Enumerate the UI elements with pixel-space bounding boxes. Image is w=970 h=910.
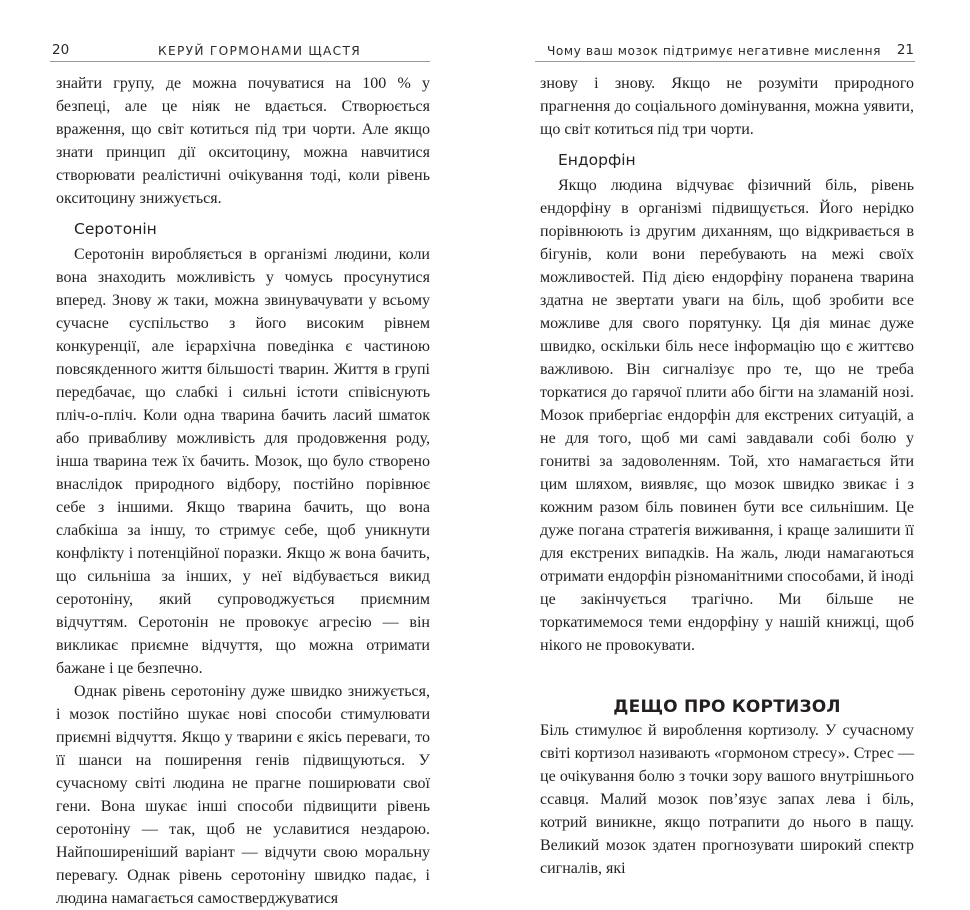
- right-running-head: Чому ваш мозок підтримує негативне мислення: [546, 44, 881, 58]
- right-paragraph-1: знову і знову. Якщо не розуміти природного прагнення до соціального домінування, можна уявити, що світ котиться під три чорти.: [540, 75, 914, 138]
- right-paragraph-2: Якщо людина відчуває фізичний біль, рівень ендорфіну в організмі підвищується. Його нерідко порівнюють із другим диханням, що відкривається в бігунів, коли вони перебувають на межі своїх можливостей. Під дією ендорфіну поранена тварина здатна не звертати уваги на біль, щоб зробити все можливе для свого порятунку. Ця дія минає дуже швидко, оскільки біль несе інформацію що є життєво важливою. Він сигналізує про те, що не треба торкатися до гарячої плити або бігти на зламаній нозі. Мозок прибергіає ендорфін для екстрених ситуацій, а не для того, щоб ми самі завдавали собі болю у гонитві за задоволенням. Той, хто намагається йти цим шляхом, виявляє, що мозок швидко звикає і з кожним разом біль повинен бути все сильнішим. Це дуже погана стратегія виживання, і краще залишити її для екстрених випадків. На жаль, люди намагаються отримати ендорфін різноманітними способами, й іноді це закінчується трагічно. Ми більше не торкатимемося теми ендорфіну у нашій книжці, щоб нікого не провокувати.: [540, 177, 914, 654]
- right-page-number: 21: [896, 42, 914, 58]
- right-page-body: [540, 72, 914, 880]
- left-paragraph-1: знайти групу, де можна почуватися на 100 % у безпеці, але це ніяк не вдається. Створюється враження, що світ котиться під три чорти. Але якщо знати принцип дії окситоцину, можна навчитися створювати реалістичні очікування тоді, коли рівень окситоцину знижується.: [56, 75, 430, 207]
- left-page-header: [50, 41, 430, 62]
- right-page: [485, 0, 970, 877]
- heading-endorphin: Ендорфін: [558, 151, 636, 169]
- right-paragraph-3: Біль стимулює й вироблення кортизолу. У сучасному світі кортизол називають «гормоном стресу». Стрес — це очікування болю з точки зору вашого внутрішнього ссавця. Малий мозок пов’язує запах лева і біль, котрий виникне, якщо потрапити до нього в пащу. Великий мозок здатен прогнозувати широкий спектр сигналів, які: [540, 722, 914, 877]
- left-page-number: 20: [52, 42, 70, 58]
- right-page-header: [535, 41, 915, 62]
- heading-serotonin: Серотонін: [74, 220, 157, 238]
- left-paragraph-2: Серотонін виробляється в організмі людини, коли вона знаходить можливість у чомусь просунутися вперед. Знову ж таки, можна звинувачувати у всьому сучасне суспільство з його високим рівнем конкуренції, але ієрархічна поведінка є частиною повсякденного життя більшості тварин. Життя в групі передбачає, що слабкі і сильні істоти співіснують пліч-о-пліч. Коли одна тварина бачить ласий шматок або привабливу можливість для продовження роду, інша тварина теж їх бачить. Мозок, що було створено внаслідок природного відбору, постійно порівнює себе з іншими. Якщо тварина бачить, що вона слабкіша за іншу, то стримує себе, щоб уникнути конфлікту і потенційної поразки. Якщо ж вона бачить, що сильніша за інших, у неї відбувається викид серотоніну, який супроводжується приємним відчуттям. Серотонін не провокує агресію — він викликає приємне відчуття, що можна отримати бажане і це безпечно.: [56, 246, 430, 677]
- left-running-head: КЕРУЙ ГОРМОНАМИ ЩАСТЯ: [158, 44, 362, 58]
- left-page: [0, 0, 485, 907]
- heading-cortisol: ДЕЩО ПРО КОРТИЗОЛ: [613, 697, 841, 717]
- left-paragraph-3: Однак рівень серотоніну дуже швидко знижується, і мозок постійно шукає нові способи стимулювати приємні відчуття. Якщо у тварини є якісь переваги, то її шанси на поширення генів підвищуються. У сучасному світі людина не прагне поширювати свої гени. Вона шукає інші способи підвищити рівень серотоніну — так, щоб не уславитися нездарою. Найпоширеніший варіант — відчути свою моральну перевагу. Однак рівень серотоніну швидко падає, і людина намагається самостверджуватися: [56, 683, 430, 907]
- left-page-body: [56, 72, 430, 910]
